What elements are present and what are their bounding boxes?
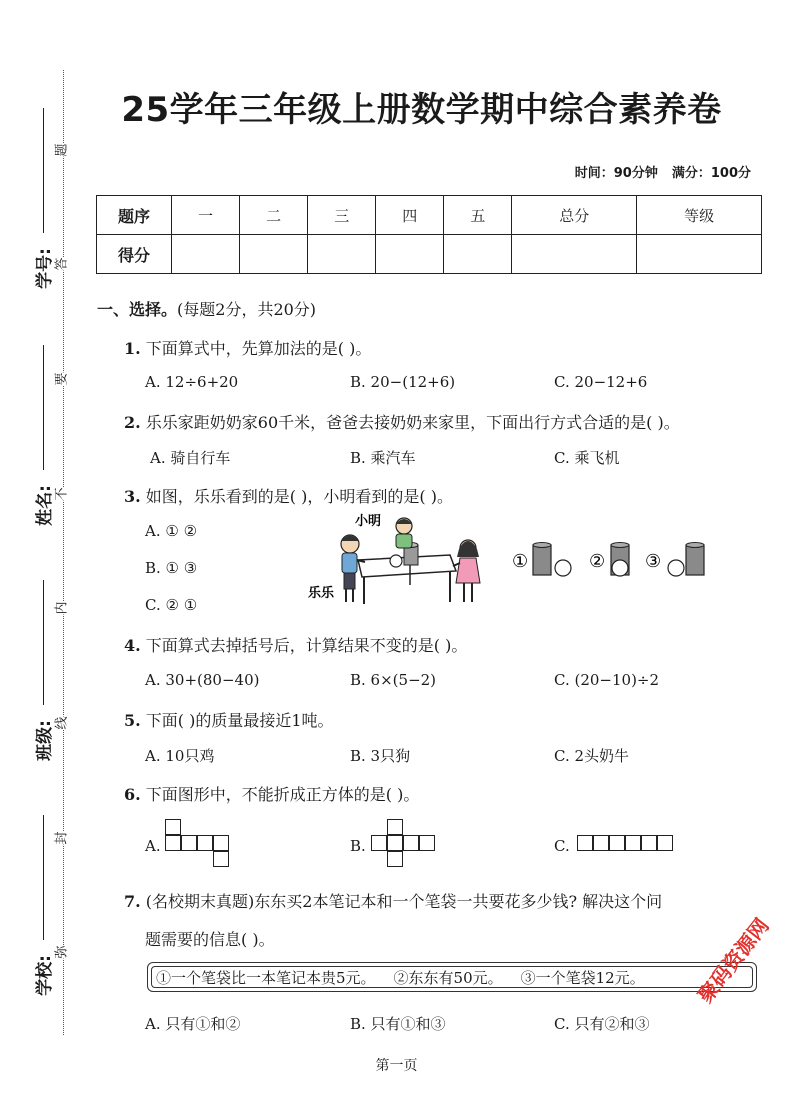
info-box (147, 962, 757, 992)
question-1 (124, 336, 371, 359)
option[interactable]: B. 20−(12+6) (350, 373, 456, 391)
option[interactable]: B. 只有①和③ (350, 1015, 446, 1033)
score-input-cell[interactable] (240, 235, 308, 274)
question-7 (124, 889, 662, 912)
option[interactable]: A. (145, 837, 161, 855)
option[interactable]: A. ① ② (145, 522, 198, 540)
view-option-2 (589, 543, 629, 577)
option[interactable]: B. ① ③ (145, 559, 198, 577)
table-cell: 一 (172, 196, 240, 235)
xiaoming-figure (396, 518, 412, 548)
view-number: ③ (645, 551, 662, 572)
score-input-cell[interactable] (637, 235, 762, 274)
question-5 (124, 708, 334, 731)
girl-figure (453, 540, 480, 602)
student-id-label: 学号: (34, 248, 55, 289)
score-input-cell[interactable] (376, 235, 444, 274)
seal-char: 要 (54, 372, 70, 386)
question-number: 3. (124, 487, 141, 506)
question-number: 4. (124, 636, 141, 655)
question-7-continued: 题需要的信息( )。 (145, 930, 275, 949)
option[interactable]: B. 乘汽车 (350, 449, 416, 467)
question-text: 乐乐家距奶奶家60千米，爸爸去接奶奶来家里，下面出行方式合适的是( )。 (145, 413, 680, 432)
seal-char: 答 (54, 257, 70, 271)
option[interactable]: C. (554, 837, 570, 855)
view-number: ① (512, 551, 529, 572)
question-text: 下面算式中，先算加法的是( )。 (145, 339, 372, 358)
seal-char: 线 (54, 716, 70, 730)
option[interactable]: B. 3只狗 (350, 747, 411, 765)
table-cell: 得分 (97, 235, 172, 274)
view-option-1 (512, 543, 571, 577)
option[interactable]: A. 30+(80−40) (145, 671, 260, 689)
score-input-cell[interactable] (308, 235, 376, 274)
option[interactable]: A. 骑自行车 (150, 449, 231, 467)
watermark: 聚码资源网 (693, 913, 774, 1008)
name-line (43, 345, 44, 470)
question-text: 下面( )的质量最接近1吨。 (145, 711, 334, 730)
seal-char: 封 (54, 831, 70, 845)
table-cell: 总分 (512, 196, 637, 235)
table-cell: 二 (240, 196, 308, 235)
option[interactable]: C. (20−10)÷2 (554, 671, 660, 689)
score-input-cell[interactable] (172, 235, 240, 274)
seal-char: 题 (54, 143, 70, 157)
table-cell: 等级 (637, 196, 762, 235)
option[interactable]: A. 12÷6+20 (145, 373, 239, 391)
question-number: 5. (124, 711, 141, 730)
name-label: 姓名: (34, 485, 55, 526)
info-box-inner (151, 966, 753, 988)
info-item: ②东东有50元。 (393, 969, 503, 987)
section-heading (97, 297, 316, 320)
question-number: 7. (124, 892, 141, 911)
option[interactable]: C. 2头奶牛 (554, 747, 630, 765)
section-title: 一、选择。 (97, 300, 178, 319)
class-line (43, 580, 44, 705)
question-text: 下面图形中，不能折成正方体的是( )。 (145, 785, 420, 804)
option[interactable]: A. 只有①和② (145, 1015, 241, 1033)
exam-meta (575, 162, 751, 181)
info-item: ①一个笔袋比一本笔记本贵5元。 (156, 969, 376, 987)
table-cell: 三 (308, 196, 376, 235)
seal-char: 弥 (54, 945, 70, 959)
time-limit: 时间：90分钟 (574, 166, 658, 181)
page-title: 25学年三年级上册数学期中综合素养卷 (121, 90, 722, 130)
score-input-cell[interactable] (512, 235, 637, 274)
question-text: (名校期末真题)东东买2本笔记本和一个笔袋一共要花多少钱? 解决这个问 (145, 892, 663, 911)
view-number: ② (589, 551, 606, 572)
score-table (96, 195, 762, 274)
question-number: 2. (124, 413, 141, 432)
table-cell: 四 (376, 196, 444, 235)
info-item: ③一个笔袋12元。 (520, 969, 645, 987)
option[interactable]: C. ② ① (145, 596, 198, 614)
option[interactable]: A. 10只鸡 (145, 747, 215, 765)
score-input-cell[interactable] (444, 235, 512, 274)
lele-label: 乐乐 (308, 586, 335, 601)
seal-char: 不 (54, 487, 70, 501)
seal-char: 内 (54, 601, 70, 615)
q3-figure (300, 505, 760, 615)
binding-dashed-line (63, 70, 64, 1035)
question-4 (124, 633, 467, 656)
option[interactable]: B. 6×(5−2) (350, 671, 437, 689)
section-note: (每题2分，共20分) (177, 300, 317, 319)
question-number: 1. (124, 339, 141, 358)
table-cell: 五 (444, 196, 512, 235)
question-3 (124, 484, 453, 507)
view-option-3 (645, 543, 704, 577)
option[interactable]: C. 只有②和③ (554, 1015, 650, 1033)
full-score: 满分：100分 (671, 166, 751, 181)
question-text: 如图，乐乐看到的是( )，小明看到的是( )。 (145, 487, 453, 506)
school-label: 学校: (34, 955, 55, 996)
class-label: 班级: (34, 720, 55, 761)
score-table-header-row (97, 196, 762, 235)
page-number: 第一页 (375, 1058, 418, 1074)
question-6 (124, 782, 419, 805)
score-table-score-row (97, 235, 762, 274)
table-cell: 题序 (97, 196, 172, 235)
question-text: 下面算式去掉括号后，计算结果不变的是( )。 (145, 636, 468, 655)
school-line (43, 815, 44, 940)
option[interactable]: C. 20−12+6 (554, 373, 648, 391)
question-2 (124, 410, 680, 433)
xiaoming-label: 小明 (355, 514, 382, 529)
option[interactable]: B. (350, 837, 366, 855)
option[interactable]: C. 乘飞机 (554, 449, 620, 467)
question-number: 6. (124, 785, 141, 804)
